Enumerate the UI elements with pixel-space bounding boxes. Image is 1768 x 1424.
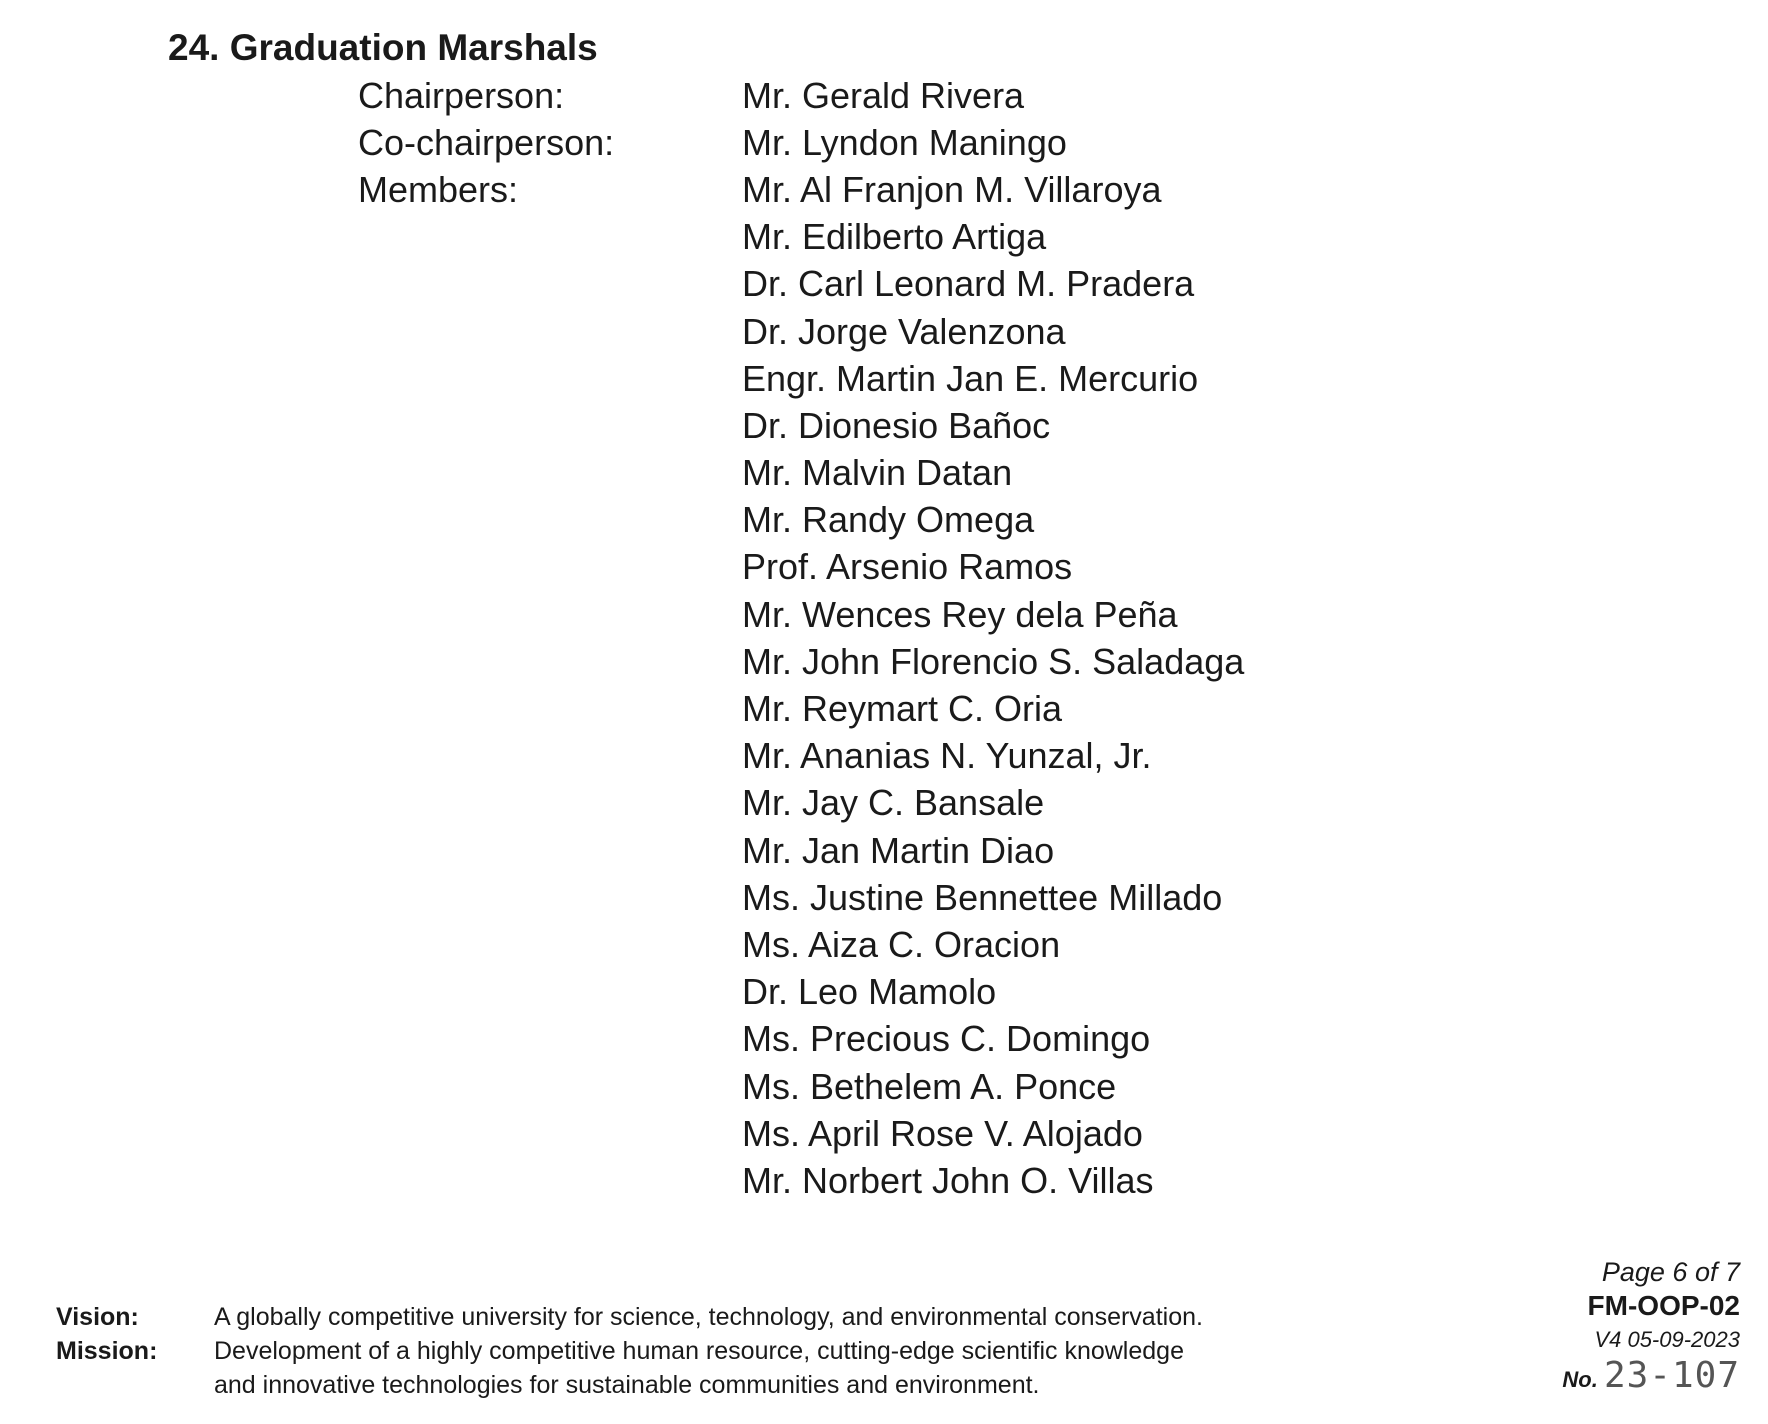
form-code: FM-OOP-02 [1587,1290,1740,1321]
roster-row [358,827,1458,874]
version-date: V4 05-09-2023 [1594,1327,1740,1352]
mission-line-2: and innovative technologies for sustainable communities and environment. [214,1371,1040,1399]
marshals-roster [358,72,1458,1205]
member-name: Ms. Bethelem A. Ponce [742,1065,1117,1107]
roster-row [358,1157,1458,1204]
member-name: Mr. Al Franjon M. Villaroya [742,168,1162,210]
roster-row [358,497,1458,544]
member-name: Mr. John Florencio S. Saladaga [742,640,1245,682]
footer-vision-mission [56,1300,1356,1402]
mission-label: Mission: [56,1337,158,1365]
member-name: Mr. Wences Rey dela Peña [742,593,1178,635]
member-name: Dr. Jorge Valenzona [742,310,1066,352]
roster-row [358,685,1458,732]
member-name: Ms. Precious C. Domingo [742,1018,1151,1060]
role-label: Chairperson: [358,74,565,116]
member-name: Mr. Edilberto Artiga [742,216,1047,258]
member-name: Ms. Aiza C. Oracion [742,923,1061,965]
roster-row [358,450,1458,497]
roster-row [358,355,1458,402]
member-name: Dr. Carl Leonard M. Pradera [742,263,1195,305]
vision-row [56,1300,1356,1334]
member-name: Mr. Gerald Rivera [742,74,1025,116]
roster-row [358,1110,1458,1157]
mission-line-1: Development of a highly competitive human resource, cutting-edge scientific knowledge [214,1337,1184,1365]
mission-row [56,1334,1356,1402]
roster-row [358,72,1458,119]
member-name: Mr. Reymart C. Oria [742,688,1063,730]
roster-row [358,308,1458,355]
member-name: Mr. Randy Omega [742,499,1035,541]
roster-row [358,969,1458,1016]
roster-row [358,1016,1458,1063]
member-name: Mr. Norbert John O. Villas [742,1159,1154,1201]
roster-row [358,261,1458,308]
member-name: Ms. Justine Bennettee Millado [742,876,1223,918]
roster-row [358,214,1458,261]
page-number: Page 6 of 7 [1601,1257,1740,1287]
roster-row [358,119,1458,166]
roster-row [358,591,1458,638]
roster-row [358,780,1458,827]
role-label: Members: [358,168,519,210]
control-prefix: No. [1562,1367,1598,1392]
member-name: Dr. Leo Mamolo [742,971,997,1013]
control-value: 23-107 [1603,1355,1740,1396]
roster-row [358,638,1458,685]
roster-row [358,1063,1458,1110]
roster-row [358,874,1458,921]
roster-row [358,921,1458,968]
roster-row [358,544,1458,591]
member-name: Prof. Arsenio Ramos [742,546,1073,588]
member-name: Dr. Dionesio Bañoc [742,404,1051,446]
section-title: 24. Graduation Marshals [168,27,598,68]
vision-label: Vision: [56,1303,139,1331]
member-name: Mr. Lyndon Maningo [742,121,1067,163]
member-name: Mr. Jay C. Bansale [742,782,1045,824]
roster-row [358,733,1458,780]
control-number [1440,1355,1740,1397]
member-name: Mr. Jan Martin Diao [742,829,1055,871]
member-name: Ms. April Rose V. Alojado [742,1112,1143,1154]
roster-row [358,166,1458,213]
mission-text [214,1334,1356,1402]
member-name: Mr. Ananias N. Yunzal, Jr. [742,735,1152,777]
member-name: Engr. Martin Jan E. Mercurio [742,357,1199,399]
member-name: Mr. Malvin Datan [742,452,1013,494]
vision-text: A globally competitive university for science, technology, and environmental conservation. [214,1303,1203,1331]
document-info [1440,1255,1740,1397]
roster-row [358,402,1458,449]
role-label: Co-chairperson: [358,121,615,163]
